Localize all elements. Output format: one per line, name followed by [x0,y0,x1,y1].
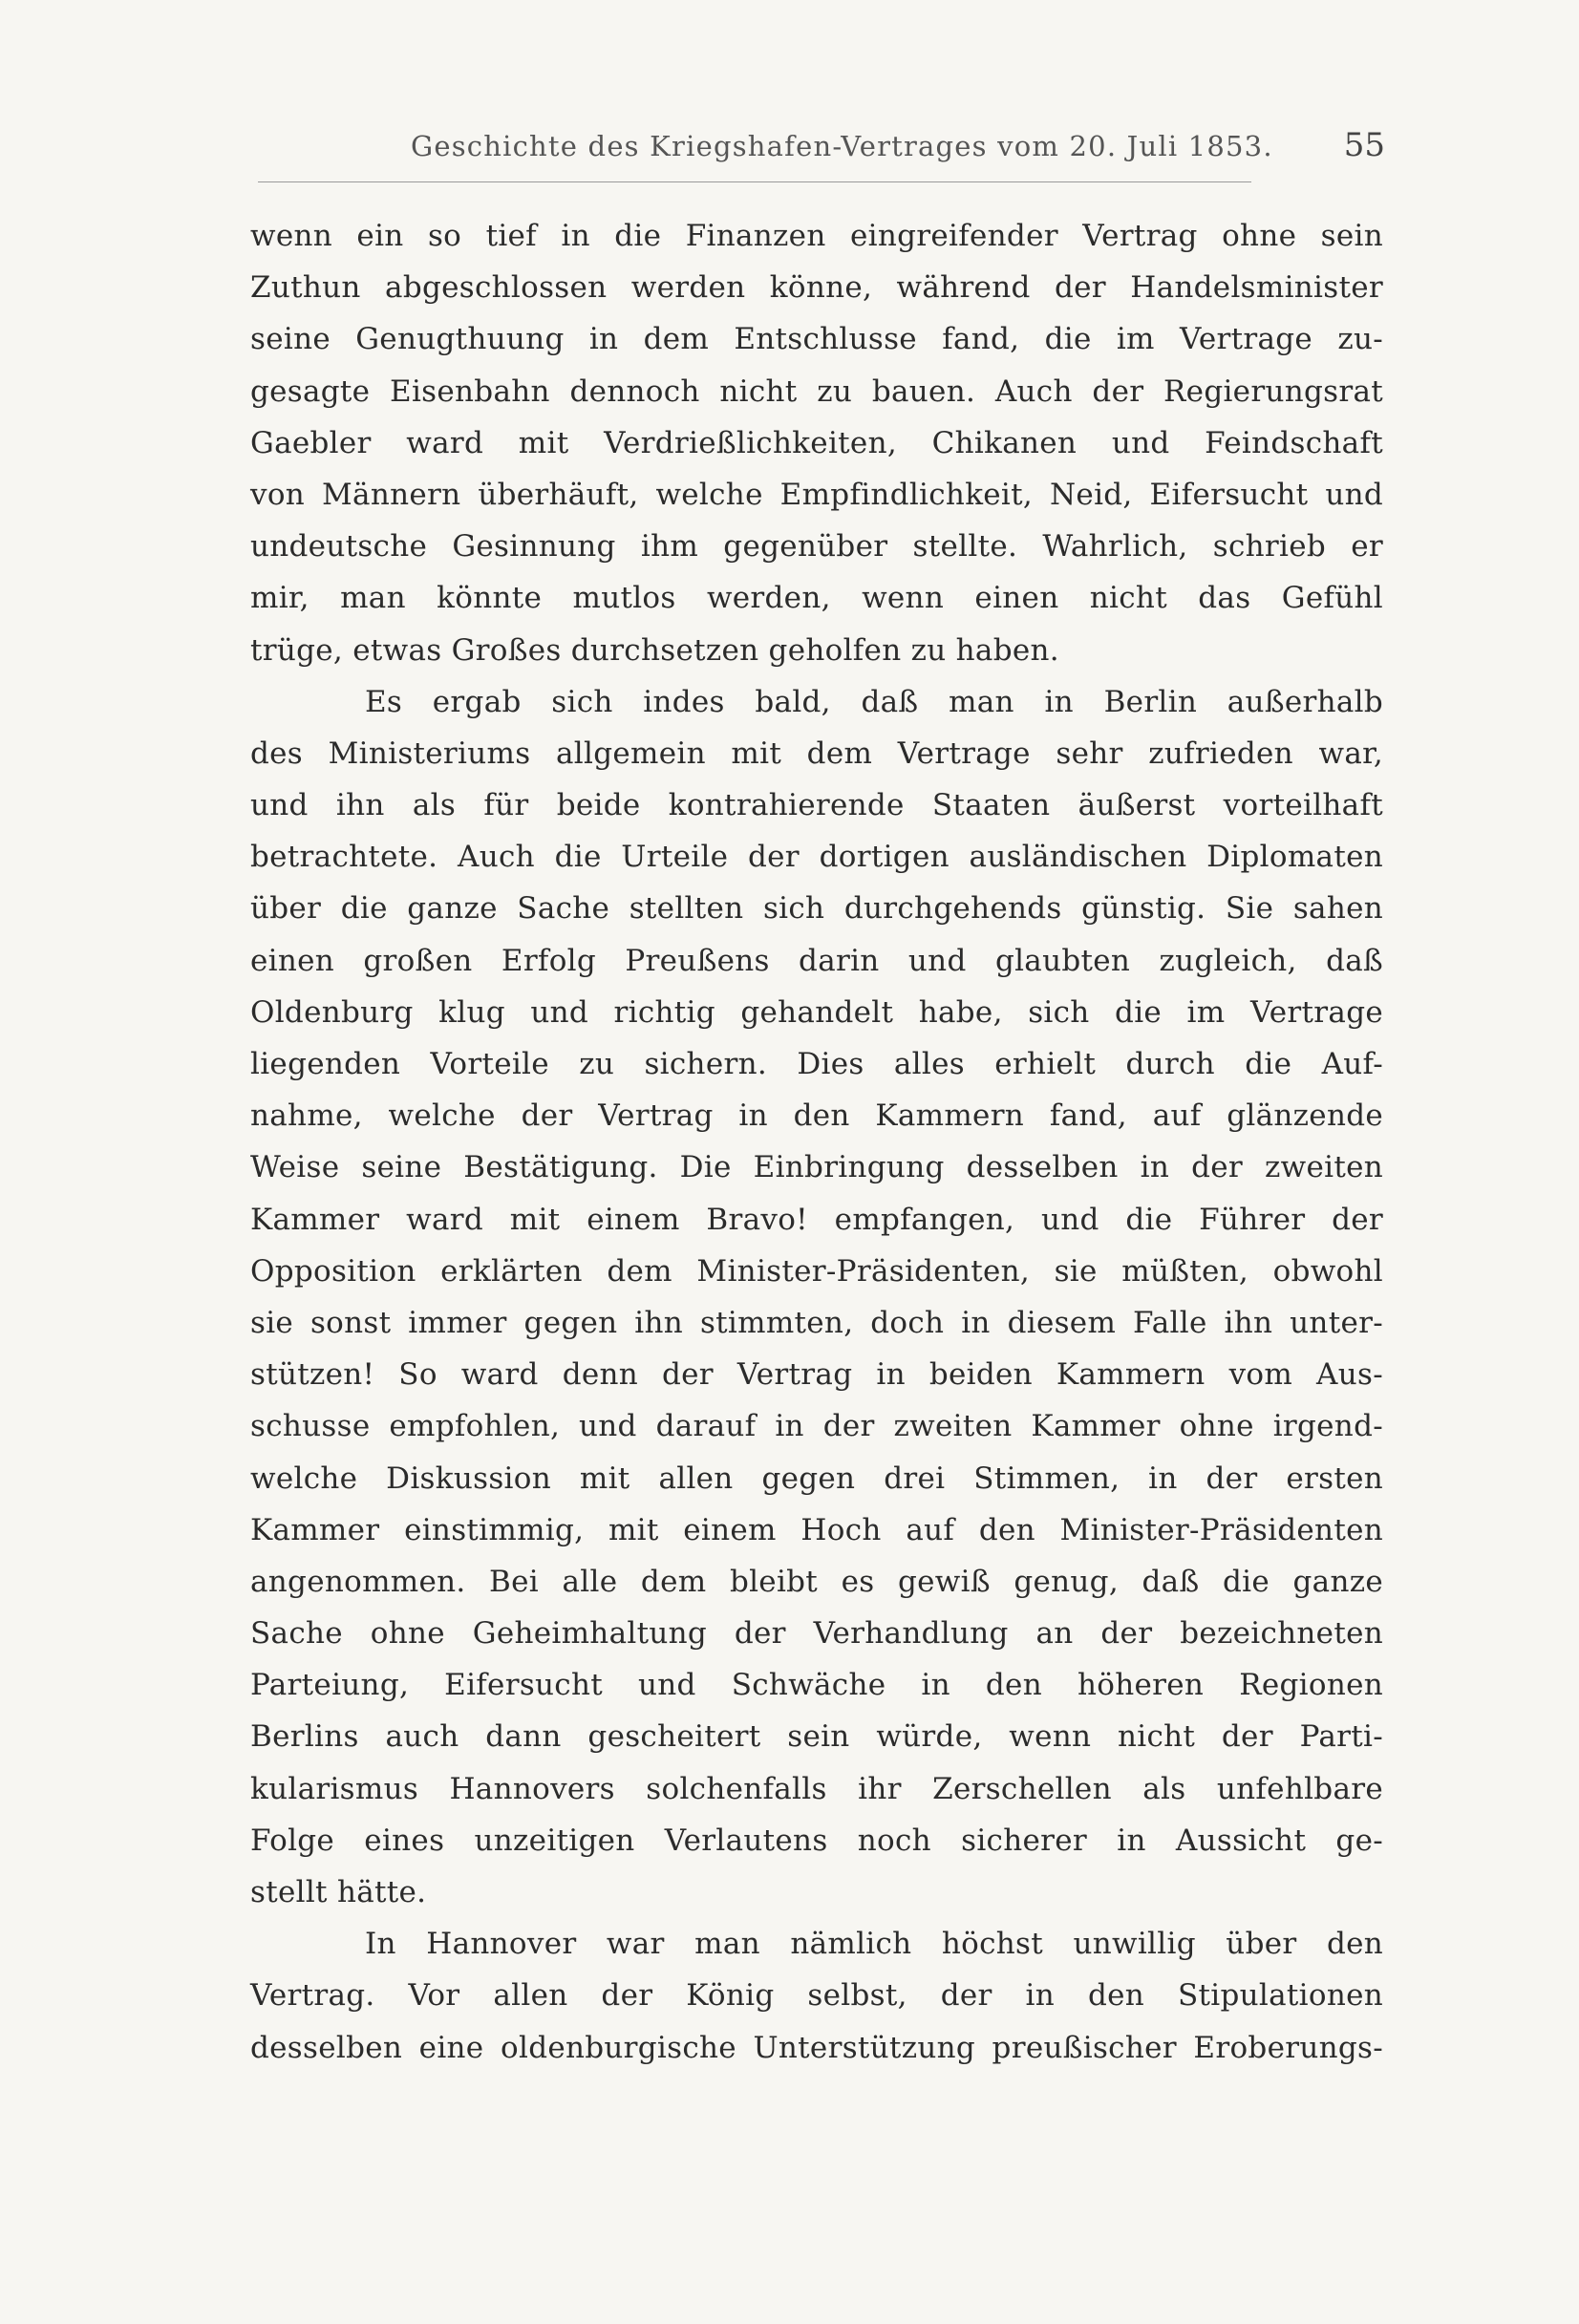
text-line: Zuthun abgeschlossen werden könne, während der Handelsminister [250,270,1383,306]
text-line: schusse empfohlen, und darauf in der zweiten Kammer ohne irgend- [250,1409,1383,1444]
text-line: wenn ein so tief in die Finanzen eingreifender Vertrag ohne sein [250,219,1383,253]
text-line: Sache ohne Geheimhaltung der Verhandlung an der bezeichneten [250,1616,1383,1652]
text-line: liegenden Vorteile zu sichern. Dies alles erhielt durch die Auf- [250,1047,1383,1081]
text-line: über die ganze Sache stellten sich durchgehends günstig. Sie sahen [250,891,1383,927]
text-line: Weise seine Bestätigung. Die Einbringung desselben in der zweiten [250,1150,1383,1185]
text-line: gesagte Eisenbahn dennoch nicht zu bauen. Auch der Regierungsrat [250,373,1383,409]
text-line: Kammer einstimmig, mit einem Hoch auf den Minister-Präsidenten [250,1512,1383,1547]
text-line: undeutsche Gesinnung ihm gegenüber stellte. Wahrlich, schrieb er [250,529,1383,565]
body-text [250,210,1383,2074]
text-line: Parteiung, Eifersucht und Schwäche in den höheren Regionen [250,1668,1383,1703]
text-line: Kammer ward mit einem Bravo! empfangen, und die Führer der [250,1202,1383,1237]
text-line: sie sonst immer gegen ihn stimmten, doch in diesem Falle ihn unter- [250,1305,1383,1340]
text-line: nahme, welche der Vertrag in den Kammern fand, auf glänzende [250,1098,1383,1134]
text-line: stützen! So ward denn der Vertrag in beiden Kammern vom Aus- [250,1357,1383,1393]
text-line: seine Genugthuung in dem Entschlusse fand, die im Vertrage zu- [250,322,1383,357]
text-line: desselben eine oldenburgische Unterstützung preußischer Eroberungs- [250,2030,1383,2065]
text-line: In Hannover war man nämlich höchst unwillig über den [365,1927,1383,1962]
page-number: 55 [1343,126,1385,164]
header-rule [258,181,1251,182]
text-line: Folge eines unzeitigen Verlautens noch sicherer in Aussicht ge- [250,1823,1383,1858]
text-line: mir, man könnte mutlos werden, wenn einen nicht das Gefühl [250,581,1383,616]
text-line: Vertrag. Vor allen der König selbst, der in den Stipulationen [250,1978,1383,2014]
text-line: kularismus Hannovers solchenfalls ihr Zerschellen als unfehlbare [250,1771,1383,1806]
text-line: Berlins auch dann gescheitert sein würde, wenn nicht der Parti- [250,1719,1383,1755]
text-line: und ihn als für beide kontrahierende Staaten äußerst vorteilhaft [250,788,1383,823]
text-line: einen großen Erfolg Preußens darin und glaubten zugleich, daß [250,943,1383,978]
text-line: angenommen. Bei alle dem bleibt es gewiß genug, daß die ganze [250,1564,1383,1599]
text-line: Gaebler ward mit Verdrießlichkeiten, Chikanen und Feindschaft [250,425,1383,460]
text-line: betrachtete. Auch die Urteile der dortigen ausländischen Diplomaten [250,840,1383,875]
text-line: Es ergab sich indes bald, daß man in Berlin außerhalb [365,684,1383,719]
text-line: von Männern überhäuft, welche Empfindlichkeit, Neid, Eifersucht und [250,477,1383,512]
running-head [258,124,1385,181]
running-title: Geschichte des Kriegshafen-Vertrages vom 20. Juli 1853. [411,130,1273,162]
text-line: stellt hätte. [250,1875,427,1909]
text-line: welche Diskussion mit allen gegen drei Stimmen, in der ersten [250,1460,1383,1496]
text-line: des Ministeriums allgemein mit dem Vertrage sehr zufrieden war, [250,736,1383,771]
text-line: Oldenburg klug und richtig gehandelt habe, sich die im Vertrage [250,994,1383,1030]
text-line: Opposition erklärten dem Minister-Präsidenten, sie müßten, obwohl [250,1253,1383,1289]
text-line: trüge, etwas Großes durchsetzen geholfen zu haben. [250,632,1059,668]
